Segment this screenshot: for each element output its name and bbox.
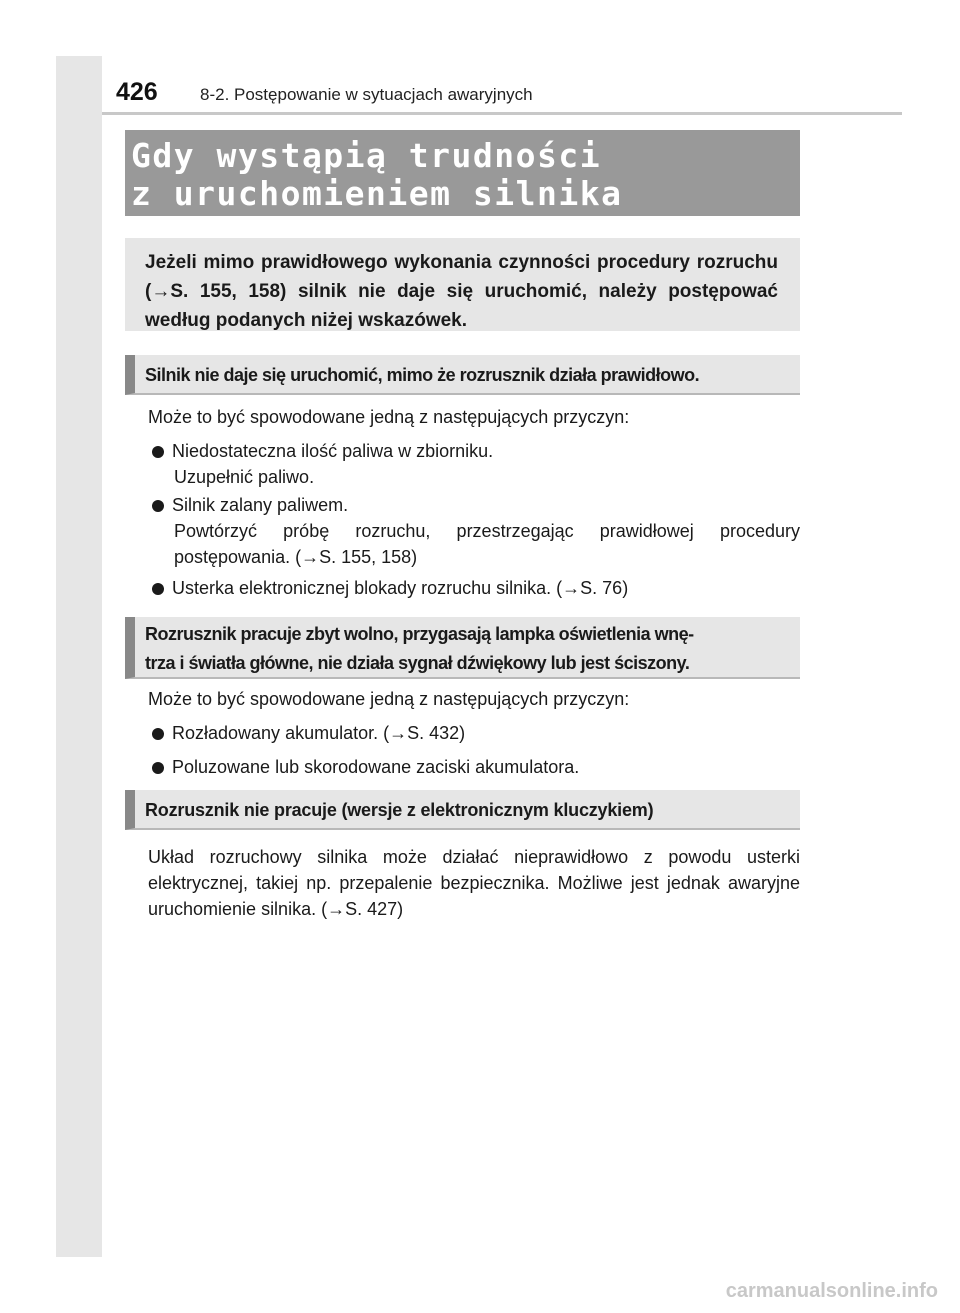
section-lead-text: Może to być spowodowane jedną z następujących przyczyn: [148, 689, 630, 709]
chapter-title-line-1: Gdy wystąpią trudności [131, 136, 602, 175]
list-item-text: Niedostateczna ilość paliwa w zbiorniku. [172, 441, 494, 461]
section-reference: 8-2. Postępowanie w sytuacjach awaryjnych [200, 85, 533, 104]
intro-text: Jeżeli mimo prawidłowego wykonania czynności procedury rozruchu (→S. 155, 158) silnik nie daje się uruchomić, należy postępować według podanych niżej wskazówek. [145, 252, 778, 331]
section-heading-engine-no-start [125, 355, 800, 395]
bullet-icon [152, 728, 164, 740]
section-lead-text: Układ rozruchowy silnika może działać nieprawidłowo z powodu usterki elektrycznej, takiej np. przepalenie bezpiecznika. Możliwe jest jednak awaryjne uruchomienie silnika. (→S. 427) [148, 847, 800, 919]
bullet-icon [152, 762, 164, 774]
list-item-text: Usterka elektronicznej blokady rozruchu silnika. (→S. 76) [172, 578, 629, 598]
header-divider [102, 112, 902, 115]
intro-box [125, 238, 800, 331]
section-heading-line: trza i światła główne, nie działa sygnał dźwiękowy lub jest ściszony. [145, 653, 690, 673]
list-item-detail: Uzupełnić paliwo. [174, 467, 315, 487]
list-item-text: Poluzowane lub skorodowane zaciski akumulatora. [172, 757, 580, 777]
section-heading-line: Rozrusznik pracuje zbyt wolno, przygasają lampka oświetlenia wnę- [145, 624, 694, 644]
page-number: 426 [116, 78, 158, 106]
section-lead-text: Może to być spowodowane jedną z następujących przyczyn: [148, 407, 630, 427]
bullet-icon [152, 583, 164, 595]
section-heading-line: Silnik nie daje się uruchomić, mimo że rozrusznik działa prawidłowo. [145, 365, 700, 385]
section-heading-starter-not-working [125, 790, 800, 830]
section-heading-line: Rozrusznik nie pracuje (wersje z elektronicznym kluczykiem) [145, 800, 654, 820]
list-item-text: Rozładowany akumulator. (→S. 432) [172, 723, 466, 743]
chapter-title-line-2: z uruchomieniem silnika [131, 174, 623, 213]
watermark: carmanualsonline.info [725, 1280, 938, 1302]
section-heading-slow-starter [125, 617, 800, 679]
bullet-icon [152, 500, 164, 512]
chapter-title [125, 130, 800, 216]
list-item-detail: Powtórzyć próbę rozruchu, przestrzegając prawidłowej procedury postępowania. (→S. 155, 158) [174, 521, 800, 567]
list-item-text: Silnik zalany paliwem. [172, 495, 349, 515]
bullet-icon [152, 446, 164, 458]
page-margin-strip [56, 56, 102, 1257]
